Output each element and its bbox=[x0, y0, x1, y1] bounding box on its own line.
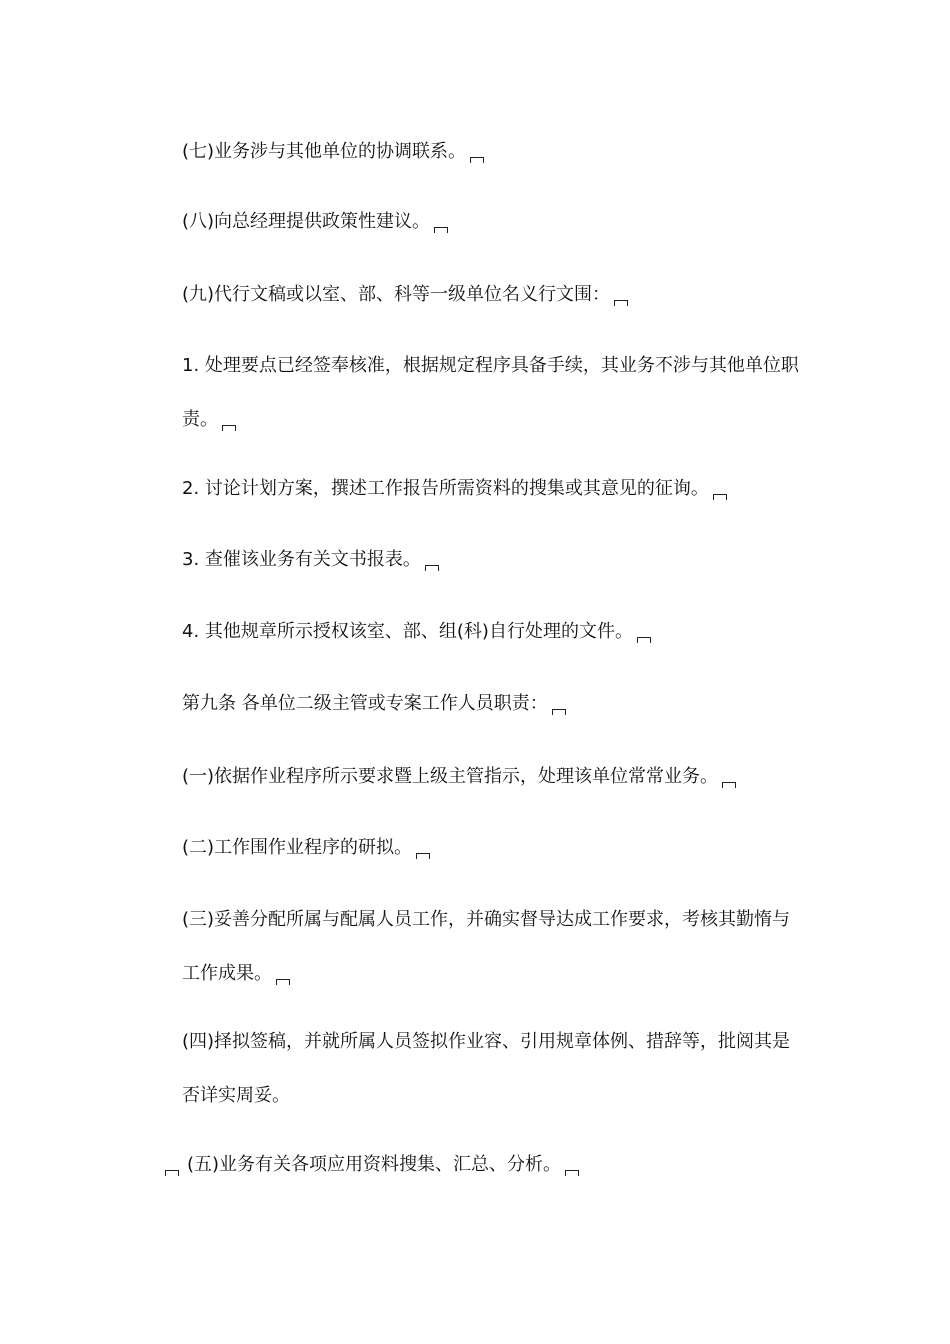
duty-3 bbox=[145, 893, 807, 1001]
paragraph-text: (五)业务有关各项应用资料搜集、汇总、分析。 bbox=[187, 1154, 562, 1175]
paragraph-8 bbox=[145, 195, 807, 249]
paragraph-mark-icon bbox=[425, 565, 439, 571]
item-1 bbox=[145, 339, 807, 447]
duty-2 bbox=[145, 821, 807, 875]
paragraph-mark-icon bbox=[470, 157, 484, 163]
paragraph-mark-icon bbox=[165, 1170, 179, 1176]
paragraph-mark-icon bbox=[722, 782, 736, 788]
paragraph-mark-icon bbox=[276, 979, 290, 985]
paragraph-mark-icon bbox=[416, 853, 430, 859]
paragraph-mark-icon bbox=[614, 300, 628, 306]
paragraph-text: (九)代行文稿或以室、部、科等一级单位名义行文围： bbox=[182, 284, 611, 305]
paragraph-7 bbox=[145, 125, 807, 179]
paragraph-text: (二)工作围作业程序的研拟。 bbox=[182, 837, 413, 858]
duty-1 bbox=[145, 750, 807, 804]
duty-4 bbox=[145, 1015, 807, 1123]
article-9-heading bbox=[145, 677, 807, 731]
item-2 bbox=[145, 462, 807, 516]
paragraph-text: (七)业务涉与其他单位的协调联系。 bbox=[182, 141, 467, 162]
paragraph-mark-icon bbox=[552, 709, 566, 715]
paragraph-text: 第九条 各单位二级主管或专案工作人员职责： bbox=[182, 693, 548, 714]
paragraph-text: 4. 其他规章所示授权该室、部、组(科)自行处理的文件。 bbox=[182, 621, 633, 642]
paragraph-text: 1. 处理要点已经签奉核准，根据规定程序具备手续，其业务不涉与其他单位职责。 bbox=[182, 355, 799, 430]
paragraph-mark-icon bbox=[713, 494, 727, 500]
paragraph-text: (八)向总经理提供政策性建议。 bbox=[182, 211, 431, 232]
item-3 bbox=[145, 533, 807, 587]
paragraph-text: 3. 查催该业务有关文书报表。 bbox=[182, 549, 421, 570]
paragraph-text: 2. 讨论计划方案，撰述工作报告所需资料的搜集或其意见的征询。 bbox=[182, 478, 709, 499]
paragraph-mark-icon bbox=[637, 637, 651, 643]
paragraph-mark-icon bbox=[565, 1170, 579, 1176]
paragraph-mark-icon bbox=[434, 227, 448, 233]
paragraph-text: (三)妥善分配所属与配属人员工作，并确实督导达成工作要求，考核其勤惰与工作成果。 bbox=[182, 909, 791, 984]
item-4 bbox=[145, 605, 807, 659]
paragraph-text: (一)依据作业程序所示要求暨上级主管指示，处理该单位常常业务。 bbox=[182, 766, 719, 787]
paragraph-mark-icon bbox=[222, 425, 236, 431]
paragraph-text: (四)择拟签稿，并就所属人员签拟作业容、引用规章体例、措辞等，批阅其是否详实周妥。 bbox=[182, 1031, 791, 1106]
paragraph-9 bbox=[145, 268, 807, 322]
duty-5 bbox=[145, 1138, 807, 1192]
